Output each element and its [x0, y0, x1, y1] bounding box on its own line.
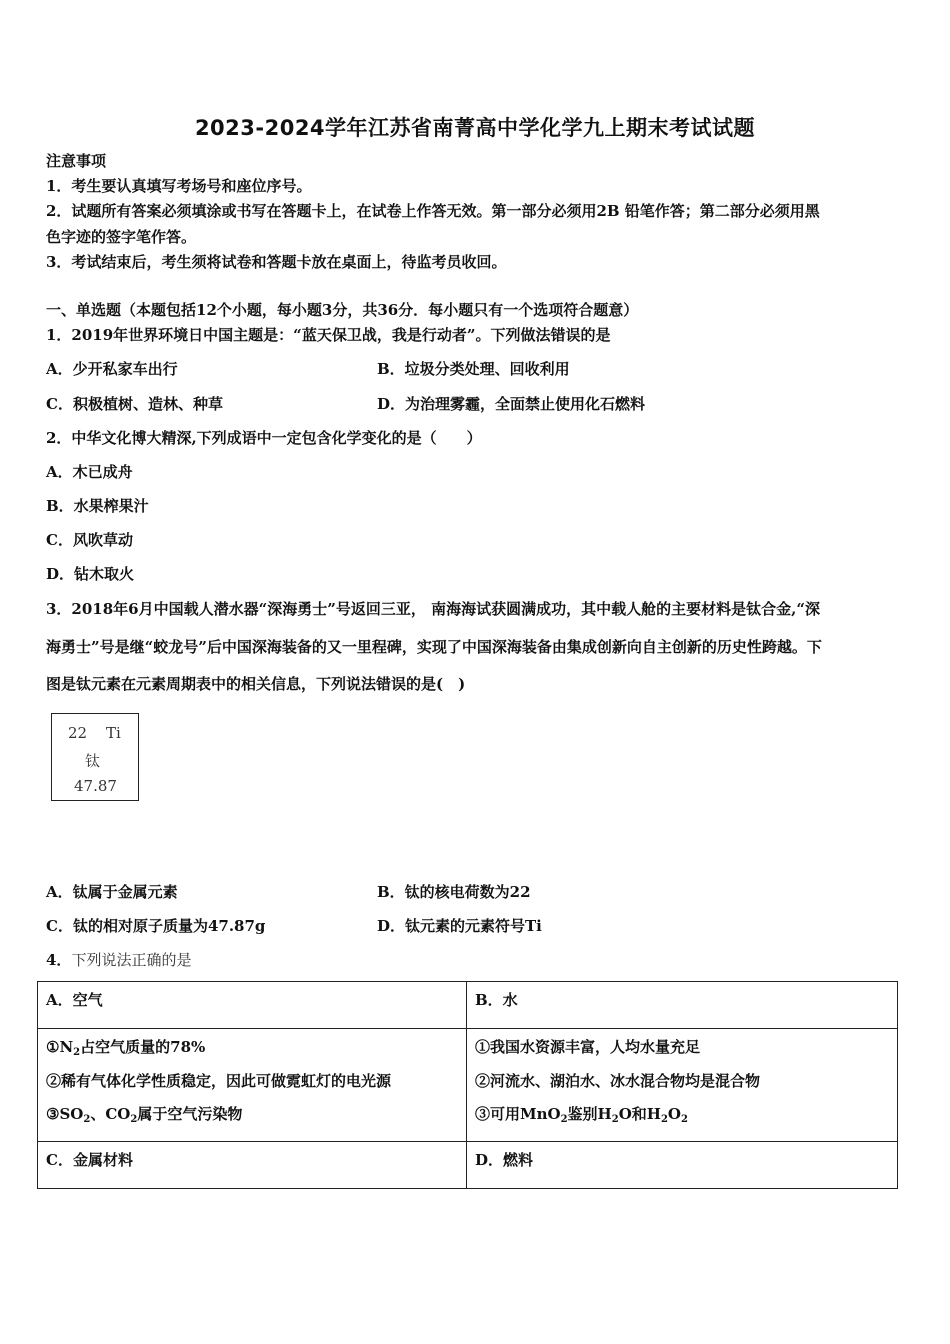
q1-stem: 1．2019年世界环境日中国主题是：“蓝天保卫战，我是行动者”。下列做法错误的是	[46, 326, 611, 344]
q3-option-d: D．钛元素的元素符号Ti	[377, 917, 542, 935]
q4-a-statement-1: $①N_2$占空气质量的78%	[46, 1038, 206, 1058]
q3-stem-line-3: 图是钛元素在元素周期表中的相关信息，下列说法错误的是( )	[46, 675, 466, 693]
q4-c-heading: C．金属材料	[46, 1151, 133, 1169]
page-title: 2023-2024学年江苏省南菁高中学化学九上期末考试试题	[194, 116, 756, 140]
q1-option-b: B．垃圾分类处理、回收利用	[377, 360, 570, 378]
q4-cell-b-body	[467, 1029, 898, 1142]
element-name: 钛	[85, 752, 101, 770]
element-atomic-number: 22	[68, 724, 88, 742]
q4-cell-b-head	[467, 982, 898, 1029]
q3-option-c: C．钛的相对原子质量为47.87g	[46, 917, 266, 935]
q4-a-statement-3: $③SO_2$、$CO_2$属于空气污染物	[46, 1105, 243, 1125]
q4-b-statement-2: ②河流水、湖泊水、冰水混合物均是混合物	[475, 1072, 761, 1090]
element-tile-titanium	[51, 713, 139, 801]
q1-option-c: C．积极植树、造林、种草	[46, 395, 223, 413]
q4-b-heading: B．水	[475, 991, 518, 1009]
q1-option-d: D．为治理雾霾，全面禁止使用化石燃料	[377, 395, 646, 413]
q2-option-c: C．风吹草动	[46, 531, 133, 549]
q4-d-heading: D．燃料	[475, 1151, 534, 1169]
notice-heading: 注意事项	[46, 152, 107, 170]
notice-item-2-cont: 色字迹的签字笔作答。	[46, 228, 197, 246]
q4-stem-text: 下列说法正确的是	[71, 951, 192, 969]
q4-b-statement-3: ③可用MnO$_2$鉴别$H_2O$和$H_2O_2$	[475, 1105, 688, 1125]
q4-stem	[46, 950, 191, 970]
q4-cell-d-head	[467, 1142, 898, 1189]
q2-option-d: D．钻木取火	[46, 565, 135, 583]
q4-options-table	[37, 981, 898, 1189]
q4-cell-a-head	[38, 982, 467, 1029]
notice-item-2: 2．试题所有答案必须填涂或书写在答题卡上，在试卷上作答无效。第一部分必须用2B 铅笔作答；第二部分必须用黑	[46, 202, 820, 220]
q3-stem-line-1: 3．2018年6月中国载人潜水器“深海勇士”号返回三亚， 南海海试获圆满成功，其中载人舱的主要材料是钛合金,“深	[46, 600, 820, 618]
notice-item-3: 3．考试结束后，考生须将试卷和答题卡放在桌面上，待监考员收回。	[46, 253, 507, 271]
q4-a-statement-2: ②稀有气体化学性质稳定，因此可做霓虹灯的电光源	[46, 1072, 392, 1090]
q1-option-a: A．少开私家车出行	[46, 360, 178, 378]
element-symbol: Ti	[106, 724, 121, 742]
notice-item-1: 1．考生要认真填写考场号和座位序号。	[46, 177, 312, 195]
q4-b-statement-1: ①我国水资源丰富，人均水量充足	[475, 1038, 701, 1056]
q4-number: 4．	[46, 951, 72, 969]
q2-option-b: B．水果榨果汁	[46, 497, 149, 515]
element-atomic-mass: 47.87	[74, 777, 117, 795]
q4-cell-c-head	[38, 1142, 467, 1189]
q2-option-a: A．木已成舟	[46, 463, 133, 481]
q3-option-b: B．钛的核电荷数为22	[377, 883, 531, 901]
q2-stem: 2．中华文化博大精深,下列成语中一定包含化学变化的是（ ）	[46, 429, 482, 447]
q4-a-heading: A．空气	[46, 991, 103, 1009]
q3-option-a: A．钛属于金属元素	[46, 883, 178, 901]
q4-cell-a-body	[38, 1029, 467, 1142]
section-heading: 一、单选题（本题包括12个小题，每小题3分，共36分．每小题只有一个选项符合题意）	[46, 301, 639, 319]
q3-stem-line-2: 海勇士”号是继“蛟龙号”后中国深海装备的又一里程碑，实现了中国深海装备由集成创新向自主创新的历史性跨越。下	[46, 638, 822, 656]
